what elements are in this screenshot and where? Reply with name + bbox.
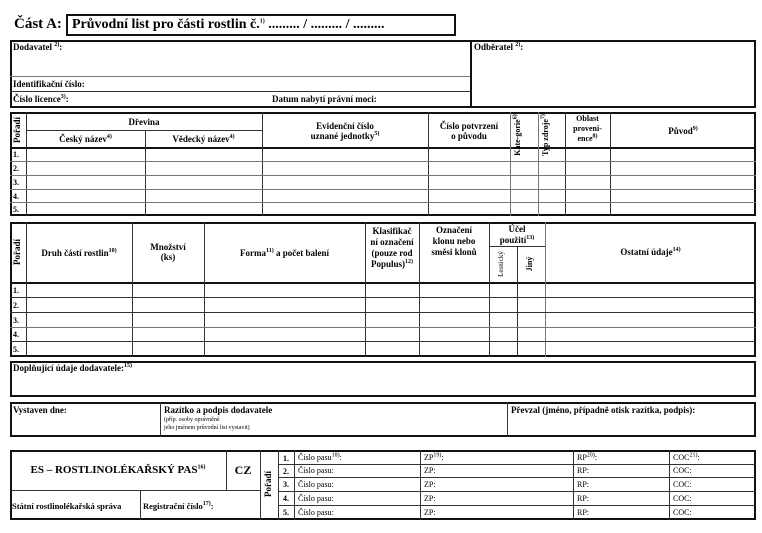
header-text: a počet balení <box>273 248 329 258</box>
registration-header <box>262 121 428 141</box>
col-divider <box>507 402 508 437</box>
label-text: COC <box>673 494 690 503</box>
col-divider <box>669 450 670 520</box>
supplier-label[interactable] <box>13 42 62 52</box>
note-line: (příp. osoby oprávněné <box>164 417 220 423</box>
footnote: 19) <box>433 452 442 459</box>
header-divider <box>10 282 756 284</box>
row-number: 1. <box>13 286 19 295</box>
other-data-header <box>545 247 756 257</box>
header-line: Evidenční číslo <box>316 121 374 131</box>
colon: : <box>520 42 524 52</box>
header-line: (pouze rod <box>371 248 413 258</box>
country-code: CZ <box>234 463 252 477</box>
row-number: 4. <box>13 330 19 339</box>
passport-number-field[interactable]: Číslo pasu$^{18)}$: <box>298 452 342 462</box>
title-footnote: 1) <box>259 18 265 25</box>
header-line: Oblast <box>576 114 599 123</box>
label-text: ZP <box>424 480 434 489</box>
header-text: uznané jednotky <box>310 131 375 141</box>
label-text: ZP <box>424 494 434 503</box>
zp-field[interactable]: ZP: <box>424 508 436 517</box>
header-text: použití <box>499 235 527 245</box>
buyer-text: Odběratel <box>474 42 516 52</box>
header-text: Původ <box>668 126 693 136</box>
header-line: o původu <box>451 131 487 141</box>
footnote: 11) <box>266 248 274 254</box>
rp-field[interactable]: RP: <box>577 494 590 503</box>
footnote: 13) <box>526 235 535 241</box>
row-divider <box>10 189 756 190</box>
title-text: ES – ROSTLINOLÉKAŘSKÝ PAS <box>30 464 198 476</box>
label-text: Registrační číslo <box>143 501 203 511</box>
label-text: Číslo pasu <box>298 494 332 503</box>
divider <box>10 91 470 92</box>
label-text: Doplňující údaje dodavatele: <box>13 363 125 373</box>
header-line: proveni- <box>573 124 602 133</box>
row-divider <box>10 312 756 313</box>
row-number: 1. <box>283 454 289 463</box>
footnote: 7) <box>540 114 547 120</box>
clone-header <box>419 225 489 258</box>
label-text: ZP <box>424 466 434 475</box>
footnote: 5) <box>374 131 380 137</box>
rp-field[interactable]: RP: <box>577 508 590 517</box>
zp-field[interactable]: ZP: <box>424 494 436 503</box>
header-line <box>262 131 428 141</box>
forestry-header: Lesnický <box>497 251 505 277</box>
footnote: 9) <box>692 126 698 132</box>
header-divider <box>10 147 756 149</box>
supplier-text: Dodavatel <box>13 42 55 52</box>
part-type-header <box>26 248 132 258</box>
row-number: 3. <box>283 480 289 489</box>
stamp-signature-field[interactable]: Razítko a podpis dodavatele <box>164 405 273 415</box>
order-header: Pořadí <box>12 117 22 143</box>
header-text: Kate-gorie <box>513 119 522 156</box>
rp-field[interactable]: RP$^{20)}$: <box>577 452 598 462</box>
document-number-field[interactable]: ......... / ......... / ......... <box>264 17 385 32</box>
received-by-field[interactable]: Převzal (jméno, případně otisk razítka, podpis): <box>511 405 696 415</box>
buyer-label[interactable] <box>474 42 523 52</box>
col-divider <box>573 450 574 520</box>
subheader-divider <box>26 130 262 131</box>
row-divider <box>10 175 756 176</box>
header-text: Ostatní údaje <box>620 247 673 257</box>
row-number: 4. <box>283 494 289 503</box>
scientific-name-header <box>145 134 262 144</box>
col-divider <box>140 490 141 520</box>
row-divider <box>10 297 756 298</box>
col-divider <box>204 222 205 357</box>
origin-header <box>610 126 756 136</box>
plant-passport <box>10 450 756 520</box>
row-divider <box>278 477 756 478</box>
passport-order-header: Pořadí <box>263 471 273 497</box>
footnote: 4) <box>106 134 112 140</box>
row-divider <box>278 505 756 506</box>
row-number: 5. <box>13 205 19 214</box>
passport-title <box>10 464 226 476</box>
label-text: RP <box>577 453 587 462</box>
header-line: Klasifikač <box>372 226 412 236</box>
row-divider <box>278 491 756 492</box>
license-text: Číslo licence <box>13 94 61 104</box>
label-text: RP <box>577 494 587 503</box>
header-line: (ks) <box>160 252 176 262</box>
header-text: ence <box>577 134 593 143</box>
label-text: RP <box>577 480 587 489</box>
col-divider <box>278 450 279 520</box>
col-divider <box>260 450 261 520</box>
label-text: COC <box>673 453 690 462</box>
footnote: 16) <box>197 464 206 471</box>
row-divider <box>10 490 260 491</box>
header-line: Účel <box>508 224 526 234</box>
label-text: COC <box>673 508 690 517</box>
colon: : <box>59 42 63 52</box>
supplemental-label <box>13 363 132 373</box>
coc-field[interactable]: COC$^{21)}$: <box>673 452 700 462</box>
passport-number-field[interactable]: Číslo pasu: <box>298 508 334 517</box>
other-purpose-header: Jiný <box>525 256 534 272</box>
divider <box>470 40 472 108</box>
header-line: Množství <box>150 242 186 252</box>
footnote: 14) <box>672 247 681 253</box>
footnote: 17) <box>202 501 211 508</box>
footnote: 3) <box>60 94 66 100</box>
header-text: Vědecký název <box>172 134 230 144</box>
coc-field[interactable]: COC: <box>673 494 692 503</box>
category-header <box>513 113 535 157</box>
coc-field[interactable]: COC: <box>673 508 692 517</box>
row-divider <box>278 464 756 465</box>
source-type-header <box>541 113 563 157</box>
header-text: Druh částí rostlin <box>41 248 109 258</box>
passport-number-field[interactable]: Číslo pasu: <box>298 466 334 475</box>
coc-field[interactable]: COC: <box>673 466 692 475</box>
header-line: ní označení <box>370 237 414 247</box>
label-text: Číslo pasu <box>298 508 332 517</box>
label-text: COC <box>673 480 690 489</box>
row-divider <box>10 161 756 162</box>
footnote: 20) <box>586 452 595 459</box>
parties-section <box>10 40 756 108</box>
col-divider <box>160 402 161 437</box>
row-divider <box>10 202 756 203</box>
title-text: Průvodní list pro části rostlin č. <box>72 17 260 32</box>
passport-number-field[interactable]: Číslo pasu: <box>298 494 334 503</box>
coc-field[interactable]: COC: <box>673 480 692 489</box>
row-number: 5. <box>13 345 19 354</box>
license-field[interactable] <box>13 94 69 104</box>
zp-field[interactable]: ZP: <box>424 480 436 489</box>
registration-number-field[interactable] <box>143 501 214 511</box>
passport-number-field[interactable]: Číslo pasu: <box>298 480 334 489</box>
order-header: Pořadí <box>12 239 22 265</box>
footnote: 6) <box>512 114 519 120</box>
footnote: 8) <box>592 133 598 140</box>
header-line <box>365 259 419 270</box>
row-divider <box>10 327 756 328</box>
label-text: Číslo pasu <box>298 466 332 475</box>
label-text: RP <box>577 508 587 517</box>
zp-field[interactable]: ZP: <box>424 466 436 475</box>
row-number: 3. <box>13 178 19 187</box>
col-divider <box>294 450 295 520</box>
classification-header <box>365 226 419 270</box>
row-number: 3. <box>13 316 19 325</box>
provenance-header <box>565 114 610 144</box>
part-label: Část A: <box>14 16 62 32</box>
row-divider <box>10 341 756 342</box>
footnote: 12) <box>405 259 413 265</box>
col-divider <box>420 450 421 520</box>
form-header <box>204 248 365 258</box>
col-divider <box>26 222 27 357</box>
note-line: jeho jménem průvodní list vystavit) <box>164 425 250 431</box>
label-text: COC <box>673 466 690 475</box>
footnote: 4) <box>229 134 235 140</box>
row-number: 1. <box>13 150 19 159</box>
header-line: Označení <box>436 225 472 235</box>
label-text: Číslo pasu <box>298 480 332 489</box>
header-text: Český název <box>59 134 107 144</box>
czech-name-header <box>26 134 145 144</box>
footnote: 2) <box>54 42 60 48</box>
row-number: 5. <box>283 508 289 517</box>
stamp-note <box>164 416 250 432</box>
col-divider <box>545 222 546 357</box>
header-line <box>565 134 610 144</box>
row-number: 2. <box>13 164 19 173</box>
quantity-header <box>132 242 204 262</box>
label-text: Číslo pasu <box>298 453 332 462</box>
footnote: 21) <box>689 452 698 459</box>
col-divider <box>510 112 511 216</box>
title-box <box>66 14 456 36</box>
authority-label: Státní rostlinolékařská správa <box>12 501 122 511</box>
row-number: 2. <box>13 301 19 310</box>
col-divider <box>538 112 539 216</box>
zp-field[interactable]: ZP$^{19)}$: <box>424 452 444 462</box>
header-line: Číslo potvrzení <box>439 121 499 131</box>
colon: : <box>65 94 69 104</box>
footnote: 18) <box>331 452 340 459</box>
header-text: Typ zdroje <box>541 119 550 156</box>
rp-field[interactable]: RP: <box>577 480 590 489</box>
header-text: Forma <box>240 248 267 258</box>
rp-field[interactable]: RP: <box>577 466 590 475</box>
row-number: 4. <box>13 192 19 201</box>
species-header: Dřevina <box>128 117 160 127</box>
label-text: ZP <box>424 508 434 517</box>
certificate-header <box>428 121 510 141</box>
label-text: RP <box>577 466 587 475</box>
header-text: Populus) <box>370 259 405 269</box>
divider <box>10 76 470 77</box>
issued-date-field[interactable]: Vystaven dne: <box>13 405 67 415</box>
col-divider <box>26 112 27 216</box>
header-line: klonu nebo <box>432 236 476 246</box>
footnote: 10) <box>108 248 117 254</box>
page-title <box>72 17 385 33</box>
header-line: směsi klonů <box>431 247 477 257</box>
row-number: 2. <box>283 467 289 476</box>
footnote: 2) <box>515 42 521 48</box>
footnote: 15) <box>124 363 133 369</box>
colon: : <box>210 501 214 511</box>
label-text: ZP <box>424 453 434 462</box>
legal-date-field[interactable]: Datum nabytí právní moci: <box>272 94 377 104</box>
id-number-field[interactable]: Identifikační číslo: <box>13 79 85 89</box>
